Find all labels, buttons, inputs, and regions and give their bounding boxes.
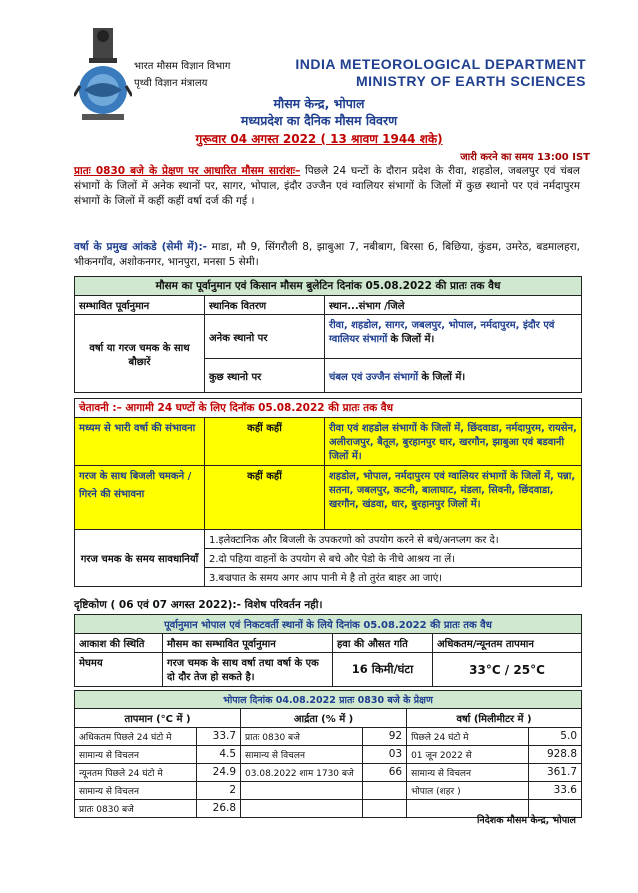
forecast-places-few — [325, 359, 582, 393]
obs-header-temp: तापमान (°C में ) — [75, 709, 241, 728]
precaution-item-1: 1.इलेक्टानिक और बिजली के उपकरणो को उपयोग करने से बचे/अनप्लग कर दे। — [205, 530, 581, 549]
obs-temp-label: सामान्य से विचलन — [75, 782, 197, 800]
release-value: 13:00 IST — [536, 152, 590, 163]
bhopal-weather: गरज चमक के साथ वर्षा तथा वर्षा के एक दो दौर तेज हो सकते है। — [163, 653, 333, 687]
precautions-list — [205, 530, 582, 587]
obs-rain-label: पिछले 24 घंटो मे — [407, 728, 529, 746]
release-label: जारी करने का समय — [460, 152, 534, 163]
warning-lightning-distribution: कहीं कहीं — [205, 466, 325, 530]
forecast-header-distribution: स्थानिक वितरण — [205, 296, 325, 315]
warning-lightning-event: गरज के साथ बिजली चमकने /गिरने की संभावना — [75, 466, 205, 530]
report-title: मध्यप्रदेश का दैनिक मौसम विवरण — [240, 113, 398, 128]
forecast-places-many — [325, 315, 582, 359]
precaution-item-3: 3.बज्रपात के समय अगर आप पानी मे है तो तुरंत बाहर आ जाएं। — [209, 573, 443, 584]
summary-label: प्रातः 0830 बजे के प्रेक्षण पर आधारित मौसम सारांशः– — [74, 165, 301, 177]
hindi-org-name — [134, 58, 230, 92]
forecast-header-places: स्थान...संभाग /जिले — [325, 296, 582, 315]
obs-temp-label: सामान्य से विचलन — [75, 746, 197, 764]
obs-temp-label: प्रातः 0830 बजे — [75, 800, 197, 818]
obs-humidity-value — [362, 800, 406, 818]
obs-rain-value: 928.8 — [528, 746, 581, 764]
bhopal-header-wind: हवा की औसत गति — [333, 634, 433, 653]
english-org-name — [295, 56, 586, 90]
warning-heavy-rain-distribution: कहीं कहीं — [205, 418, 325, 466]
obs-temp-label: अधिकतम पिछले 24 घंटो मे — [75, 728, 197, 746]
obs-humidity-value: 66 — [362, 764, 406, 782]
rainfall-figures — [74, 240, 580, 270]
observation-row — [75, 728, 582, 746]
forecast-table — [74, 276, 582, 393]
report-date: गुरूवार 04 अगस्त 2022 ( 13 श्रावण 1944 शके) — [195, 132, 443, 146]
obs-humidity-label: सामान्य से विचलन — [241, 746, 363, 764]
observation-table — [74, 690, 582, 818]
warning-heavy-rain-event: मध्यम से भारी वर्षा की संभावना — [75, 418, 205, 466]
forecast-distribution-many: अनेक स्थानो पर — [205, 315, 325, 359]
forecast-places-few-list: चंबल एवं उज्जैन संभागों — [329, 371, 419, 383]
observation-title: भोपाल दिनांक 04.08.2022 प्रातः 0830 बजे के प्रेक्षण — [75, 691, 582, 709]
bhopal-header-temp: अधिकतम/न्यूनतम तापमान — [433, 634, 582, 653]
obs-rain-label: भोपाल (शहर ) — [407, 782, 529, 800]
obs-temp-value: 33.7 — [196, 728, 240, 746]
forecast-event: वर्षा या गरज चमक के साथ बौछारें — [75, 315, 205, 393]
obs-humidity-label — [241, 782, 363, 800]
observation-row — [75, 764, 582, 782]
obs-humidity-label — [241, 800, 363, 818]
forecast-places-many-suffix: के जिलों में। — [390, 334, 435, 345]
release-time — [460, 149, 590, 163]
warning-heavy-rain-places: रीवा एवं शहडोल संभागों के जिलों में, छिंदवाडा, नर्मदापुरम, रायसेन, अलीराजपुर, बैतूल, बुरहानपुर धार, खरगौन, झाबुआ एवं बडवानी जिलों में। — [325, 418, 582, 466]
precautions-label: गरज चमक के समय सावधानियाँ — [75, 530, 205, 587]
obs-humidity-label: प्रातः 0830 बजे — [241, 728, 363, 746]
bhopal-sky: मेघमय — [75, 653, 163, 687]
obs-rain-value: 33.6 — [528, 782, 581, 800]
obs-temp-value: 24.9 — [196, 764, 240, 782]
forecast-places-few-suffix: के जिलों में। — [421, 371, 466, 383]
bhopal-forecast-title: पूर्वानुमान भोपाल एवं निकटवर्ती स्थानों के लिये दिनांक 05.08.2022 की प्रातः तक वैध — [75, 615, 582, 634]
forecast-title: मौसम का पूर्वानुमान एवं किसान मौसम बुलेटिन दिनांक 05.08.2022 की प्रातः तक वैध — [75, 277, 582, 296]
obs-rain-value: 5.0 — [528, 728, 581, 746]
obs-rain-label: 01 जून 2022 से — [407, 746, 529, 764]
obs-temp-value: 4.5 — [196, 746, 240, 764]
summary-text: पिछले 24 घन्टों के दौरान प्रदेश के रीवा, शहडोल, जबलपुर एवं चंबल संभागों के जिलों में अनेक स्थानों पर, सागर, भोपाल, इंदौर उज्जैन एवं ग्वालियर संभागों के जिलों में कुछ स्थानो पर एवं नर्मदापुरम संभागों के जिलों में कहीं कहीं वर्षा दर्ज की गई । — [74, 165, 580, 207]
bhopal-header-sky: आकाश की स्थिति — [75, 634, 163, 653]
obs-temp-label: न्यूनतम पिछले 24 घंटो मे — [75, 764, 197, 782]
observation-row — [75, 746, 582, 764]
english-org-line-1: INDIA METEOROLOGICAL DEPARTMENT — [295, 56, 586, 72]
outlook: दृष्टिकोण ( 06 एवं 07 अगस्त 2022):- विशेष परिवर्तन नही। — [74, 599, 323, 611]
obs-temp-value: 26.8 — [196, 800, 240, 818]
bhopal-header-weather: मौसम का सम्भावित पूर्वानुमान — [163, 634, 333, 653]
obs-humidity-value: 92 — [362, 728, 406, 746]
signature: निदेशक मौसम केन्द्र, भोपाल — [476, 815, 576, 826]
obs-rain-label: सामान्य से विचलन — [407, 764, 529, 782]
obs-header-rain: वर्षा (मिलीमीटर में ) — [407, 709, 582, 728]
centre-name: मौसम केन्द्र, भोपाल — [273, 96, 365, 111]
obs-rain-value: 361.7 — [528, 764, 581, 782]
hindi-org-line-2: पृथ्वी विज्ञान मंत्रालय — [134, 78, 208, 89]
hindi-org-line-1: भारत मौसम विज्ञान विभाग — [134, 61, 231, 72]
weather-summary — [74, 164, 580, 209]
obs-temp-value: 2 — [196, 782, 240, 800]
obs-humidity-label: 03.08.2022 शाम 1730 बजे — [241, 764, 363, 782]
bhopal-wind: 16 किमी/घंटा — [333, 653, 433, 687]
obs-humidity-value — [362, 782, 406, 800]
english-org-line-2: MINISTRY OF EARTH SCIENCES — [355, 73, 586, 89]
obs-humidity-value: 03 — [362, 746, 406, 764]
observation-row — [75, 782, 582, 800]
obs-header-humidity: आर्द्रता (% में ) — [241, 709, 407, 728]
forecast-distribution-few: कुछ स्थानो पर — [205, 359, 325, 393]
warning-title: चेतावनी :– आगामी 24 घण्टों के लिए दिनॉक 05.08.2022 की प्रातः तक वैध — [75, 399, 582, 418]
warning-table — [74, 398, 582, 587]
bhopal-temp: 33°C / 25°C — [433, 653, 582, 687]
rainfall-text: माडा, मौ 9, सिंगरौली 8, झाबुआ 7, नबीबाग, बिरसा 6, बिछिया, कुंडम, उमरेठ, बडमालहरा, भीकनगाँव, अशोकनगर, भानपुरा, मनसा 5 सेमी। — [74, 241, 580, 268]
warning-lightning-places: शहडोल, भोपाल, नर्मदापुरम एवं ग्वालियर संभागों के जिलों में, पन्ना, सतना, जबलपुर, कटनी, बालाघाट, मंडला, सिवनी, छिंदवाडा, खरगौन, खंडवा, धार, बुरहानपुर जिलों में। — [325, 466, 582, 530]
forecast-places-many-list: रीवा, शहडोल, सागर, जबलपुर, भोपाल, नर्मदापुरम, इंदौर एवं ग्वालियर संभागों — [329, 320, 555, 345]
forecast-header-event: सम्भावित पूर्वानुमान — [75, 296, 205, 315]
precaution-item-2: 2.दो पहिया वाहनों के उपयोग से बचे और पेडो के नीचे आश्रय ना लें। — [205, 549, 581, 568]
rainfall-label: वर्षा के प्रमुख आंकडे (सेमी में):- — [74, 241, 208, 253]
bhopal-forecast-table — [74, 614, 582, 687]
